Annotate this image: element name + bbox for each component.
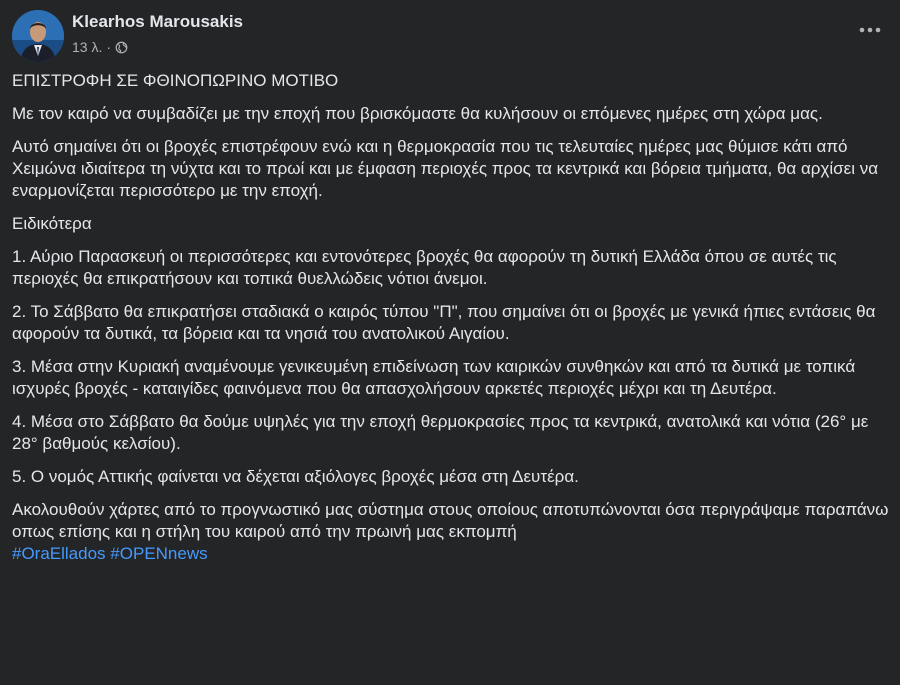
post-meta [72,37,128,57]
more-options-button[interactable] [856,18,884,42]
post-paragraph: Αυτό σημαίνει ότι οι βροχές επιστρέφουν ενώ και η θερμοκρασία που τις τελευταίες ημέρες μας θύμισε κάτι από Χειμώνα ιδιαίτερα τη νύχτα και το πρωί και με έμφαση περιοχές προς τα κεντρικά και βόρεια τμήματα, θα αρχίσει να εναρμονίζεται περισσότερο με την εποχή. [12,137,879,200]
avatar-image [12,10,64,62]
post-paragraph: Με τον καιρό να συμβαδίζει με την εποχή που βρισκόμαστε θα κυλήσουν οι επόμενες ημέρες στη χώρα μας. [12,104,823,123]
post-paragraph: 5. Ο νομός Αττικής φαίνεται να δέχεται αξιόλογες βροχές μέσα στη Δευτέρα. [12,467,579,486]
avatar[interactable] [12,10,64,62]
post-paragraph: 2. Το Σάββατο θα επικρατήσει σταδιακά ο καιρός τύπου "Π", που σημαίνει ότι οι βροχές με γενικά ήπιες εντάσεις θα αφορούν τα δυτικά, τα βόρεια και τα νησιά του ανατολικού Αιγαίου. [12,302,876,343]
hashtag-link[interactable]: #OraEllados [12,544,106,563]
hashtag-link[interactable]: #OPENnews [110,544,208,563]
more-options-icon [859,27,881,33]
meta-separator: · [106,39,112,55]
post-paragraph: Ακολουθούν χάρτες από το προγνωστικό μας σύστημα στους οποίους αποτυπώνονται όσα περιγράψαμε παραπάνω οπως επίσης και η στήλη του καιρού από την πρωινή μας εκπομπή [12,500,889,541]
author-name[interactable]: Klearhos Marousakis [72,12,244,31]
post-paragraph: Ειδικότερα [12,214,92,233]
post-text [12,70,890,565]
post-paragraph-title: ΕΠΙΣΤΡΟΦΗ ΣΕ ΦΘΙΝΟΠΩΡΙΝΟ ΜΟΤΙΒΟ [12,71,339,90]
post-paragraph: 4. Μέσα στο Σάββατο θα δούμε υψηλές για την εποχή θερμοκρασίες προς τα κεντρικά, ανατολικά και νότια (26° με 28° βαθμούς κελσίου). [12,412,869,453]
post-paragraph: 1. Αύριο Παρασκευή οι περισσότερες και εντονότερες βροχές θα αφορούν τη δυτική Ελλάδα όπου σε αυτές τις περιοχές θα επικρατήσουν και τοπικά θυελλώδεις νότιοι άνεμοι. [12,247,837,288]
post-header [12,10,888,62]
post-timestamp[interactable]: 13 λ. [72,39,103,55]
globe-icon[interactable] [115,41,128,54]
post-paragraph-last [12,499,890,565]
hashtags [12,543,890,565]
post-paragraph: 3. Μέσα στην Κυριακή αναμένουμε γενικευμένη επιδείνωση των καιρικών συνθηκών και από τα δυτικά με τοπικά ισχυρές βροχές - καταιγίδες φαινόμενα που θα απασχολήσουν αρκετές περιοχές μέχρι και τη Δευτέρα. [12,357,856,398]
